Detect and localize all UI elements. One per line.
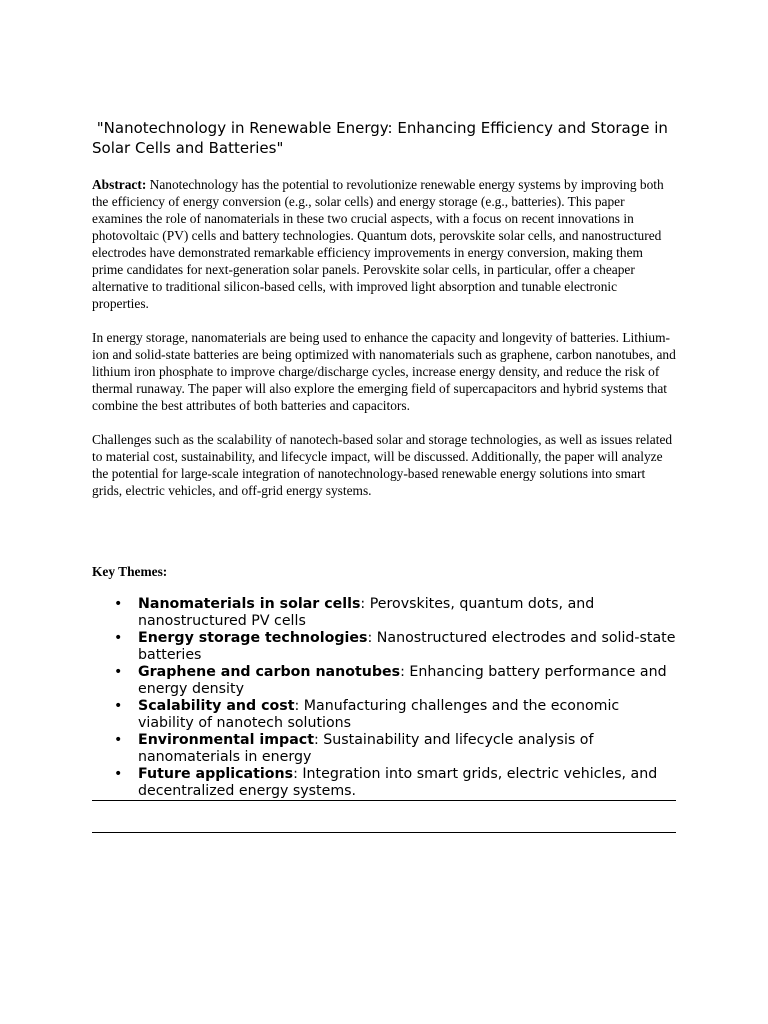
theme-description: : Sustainability and lifecycle analysis of nanomaterials in energy [138, 732, 594, 765]
list-item [92, 732, 676, 766]
bullet-icon: • [114, 630, 123, 646]
theme-description: : Manufacturing challenges and the economic viability of nanotech solutions [138, 698, 620, 731]
list-item [92, 698, 676, 732]
abstract-paragraph [92, 176, 676, 312]
theme-term: Environmental impact [138, 732, 314, 748]
theme-term: Nanomaterials in solar cells [138, 596, 361, 612]
bullet-icon: • [114, 664, 123, 680]
horizontal-rule [92, 800, 676, 801]
bullet-icon: • [114, 698, 123, 714]
theme-description: : Perovskites, quantum dots, and nanostructured PV cells [138, 596, 595, 629]
storage-paragraph: In energy storage, nanomaterials are being used to enhance the capacity and longevity of batteries. Lithium-ion and solid-state batteries are being optimized with nanomaterials such as graphene, carbon nanotubes, and lithium iron phosphate to improve charge/discharge cycles, increase energy density, and reduce the risk of thermal runaway. The paper will also explore the emerging field of supercapacitors and hybrid systems that combine the best attributes of both batteries and capacitors. [92, 330, 676, 413]
list-item [92, 630, 676, 664]
document-title: "Nanotechnology in Renewable Energy: Enhancing Efficiency and Storage in Solar Cells and Batteries" [92, 119, 673, 157]
theme-term: Scalability and cost [138, 698, 295, 714]
list-item [92, 596, 676, 630]
key-themes-heading: Key Themes: [92, 564, 168, 579]
bullet-icon: • [114, 732, 123, 748]
bullet-icon: • [114, 766, 123, 782]
challenges-paragraph: Challenges such as the scalability of nanotech-based solar and storage technologies, as well as issues related to material cost, sustainability, and lifecycle impact, will be discussed. Additionally, the paper will analyze the potential for large-scale integration of nanotechnology-based renewable energy solutions into smart grids, electric vehicles, and off-grid energy systems. [92, 432, 673, 498]
list-item [92, 664, 676, 698]
horizontal-rule [92, 832, 676, 833]
bullet-icon: • [114, 596, 123, 612]
theme-description: : Integration into smart grids, electric vehicles, and decentralized energy systems. [138, 766, 658, 799]
theme-description: : Enhancing battery performance and energy density [138, 664, 667, 697]
abstract-label: Abstract: [92, 177, 147, 192]
theme-description: : Nanostructured electrodes and solid-state batteries [138, 630, 676, 663]
theme-term: Graphene and carbon nanotubes [138, 664, 401, 680]
abstract-section [92, 176, 676, 516]
abstract-text: Nanotechnology has the potential to revolutionize renewable energy systems by improving both the efficiency of energy conversion (e.g., solar cells) and energy storage (e.g., batteries). This paper examines the role of nanomaterials in these two crucial aspects, with a focus on recent innovations in photovoltaic (PV) cells and battery technologies. Quantum dots, perovskite solar cells, and nanostructured electrodes have demonstrated remarkable efficiency improvements in energy conversion, making them prime candidates for next-generation solar panels. Perovskite solar cells, in particular, offer a cheaper alternative to traditional silicon-based cells, with improved light absorption and tunable electronic properties. [92, 177, 664, 311]
theme-term: Energy storage technologies [138, 630, 368, 646]
list-item [92, 766, 676, 800]
theme-term: Future applications [138, 766, 294, 782]
key-themes-list [92, 596, 676, 800]
